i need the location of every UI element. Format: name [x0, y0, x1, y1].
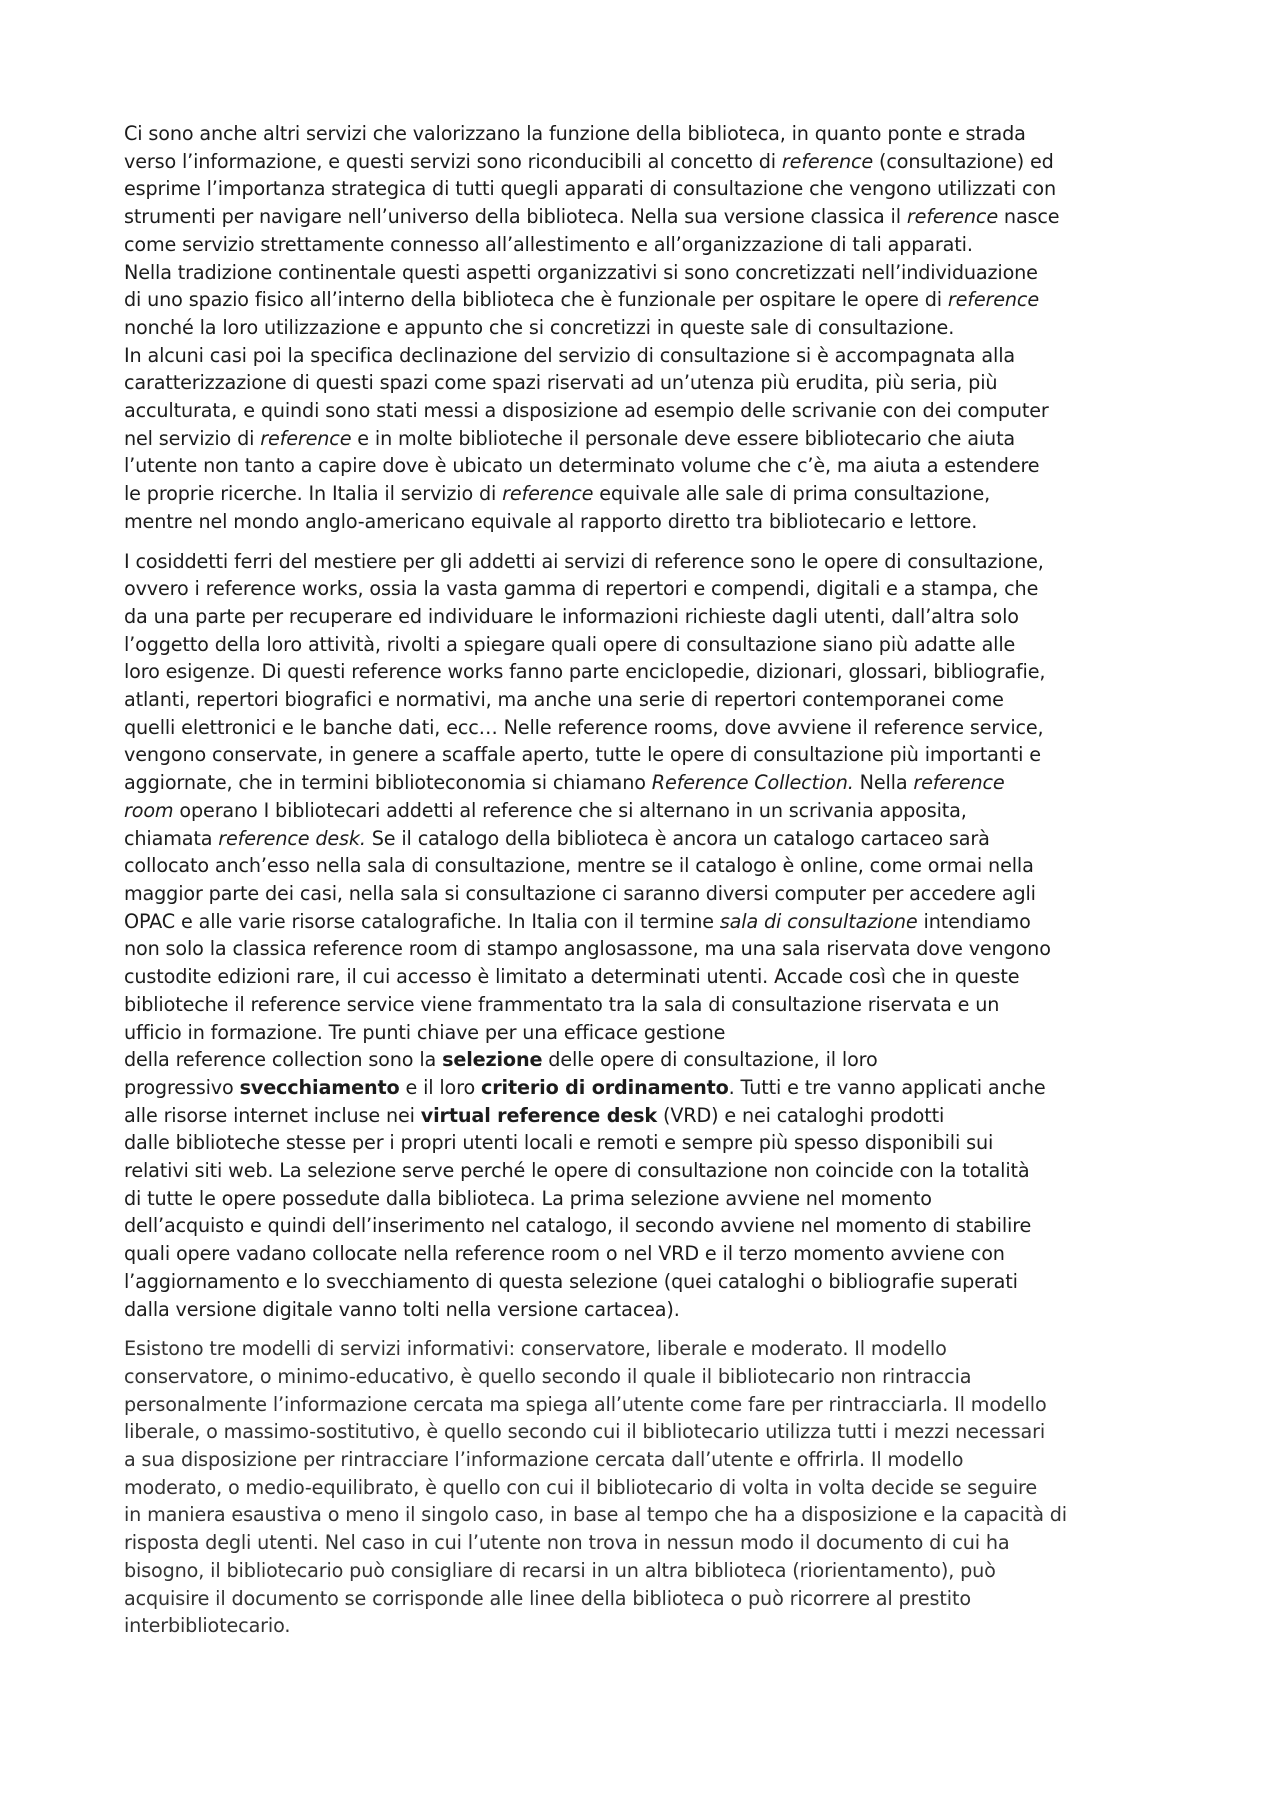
text-segment: relativi siti web. La selezione serve perché le opere di consultazione non coincide con la totalità	[124, 1159, 1030, 1183]
text-segment: di tutte le opere possedute dalla biblioteca. La prima selezione avviene nel momento	[124, 1186, 932, 1210]
text-line	[124, 1268, 1164, 1296]
text-segment: custodite edizioni rare, il cui accesso è limitato a determinati utenti. Accade così che in queste	[124, 965, 1020, 989]
text-line	[124, 1612, 1164, 1640]
text-segment: alle risorse internet incluse nei	[124, 1103, 421, 1127]
text-line	[124, 603, 1164, 631]
text-segment: di uno spazio fisico all’interno della biblioteca che è funzionale per ospitare le opere di	[124, 288, 948, 312]
text-segment: in maniera esaustiva o meno il singolo caso, in base al tempo che ha a disposizione e la capacità di	[124, 1503, 1067, 1527]
text-line	[124, 480, 1164, 508]
text-segment: nel servizio di	[124, 426, 261, 450]
text-line	[124, 1474, 1164, 1502]
text-segment: biblioteche il reference service viene frammentato tra la sala di consultazione riservata e un	[124, 992, 1000, 1016]
text-segment: operano I bibliotecari addetti al reference che si alternano in un scrivania apposita,	[173, 798, 967, 822]
text-segment: quali opere vadano collocate nella reference room o nel VRD e il terzo momento avviene con	[124, 1242, 1005, 1266]
text-line	[124, 797, 1164, 825]
text-line	[124, 397, 1164, 425]
italic-text: reference	[260, 426, 352, 450]
text-segment: liberale, o massimo-sostitutivo, è quello secondo cui il bibliotecario utilizza tutti i mezzi necessari	[124, 1420, 1046, 1444]
text-line	[124, 1074, 1164, 1102]
text-line	[124, 852, 1164, 880]
text-segment: progressivo	[124, 1075, 240, 1099]
text-segment: bisogno, il bibliotecario può consigliare di recarsi in un altra biblioteca (riorientamento), può	[124, 1558, 996, 1582]
paragraph-service-models	[124, 1335, 1164, 1640]
text-segment: della reference collection sono la	[124, 1048, 443, 1072]
text-segment: strumenti per navigare nell’universo della biblioteca. Nella sua versione classica il	[124, 205, 907, 229]
italic-text: reference	[502, 482, 594, 506]
text-segment: le proprie ricerche. In Italia il servizio di	[124, 482, 503, 506]
text-line	[124, 963, 1164, 991]
text-line	[124, 231, 1164, 259]
text-line	[124, 369, 1164, 397]
text-line	[124, 686, 1164, 714]
text-segment: delle opere di consultazione, il loro	[542, 1048, 878, 1072]
text-line	[124, 175, 1164, 203]
text-segment: e il loro	[399, 1075, 482, 1099]
italic-text: reference desk.	[218, 826, 366, 850]
italic-text: reference	[913, 771, 1005, 795]
text-line	[124, 1046, 1164, 1074]
text-line	[124, 658, 1164, 686]
italic-text: sala di consultazione	[719, 909, 918, 933]
text-line	[124, 286, 1164, 314]
text-line	[124, 1585, 1164, 1613]
text-line	[124, 508, 1164, 536]
text-line	[124, 203, 1164, 231]
text-line	[124, 1418, 1164, 1446]
text-segment: Nella	[853, 771, 914, 795]
text-segment: loro esigenze. Di questi reference works fanno parte enciclopedie, dizionari, glossari, bibliografie,	[124, 660, 1046, 684]
text-line	[124, 1363, 1164, 1391]
text-segment: non solo la classica reference room di stampo anglosassone, ma una sala riservata dove vengono	[124, 937, 1051, 961]
text-line	[124, 314, 1164, 342]
text-line	[124, 1212, 1164, 1240]
text-line	[124, 548, 1164, 576]
text-segment: Nella tradizione continentale questi aspetti organizzativi si sono concretizzati nell’individuazione	[124, 260, 1038, 284]
italic-text: reference	[781, 149, 874, 173]
text-line	[124, 1335, 1164, 1363]
text-segment: maggior parte dei casi, nella sala si consultazione ci saranno diversi computer per accedere agli	[124, 881, 1036, 905]
text-line	[124, 148, 1164, 176]
text-line	[124, 1240, 1164, 1268]
text-segment: Esistono tre modelli di servizi informativi: conservatore, liberale e moderato. Il modello	[124, 1337, 947, 1361]
text-segment: personalmente l’informazione cercata ma spiega all’utente come fare per rintracciarla. Il modello	[124, 1392, 1047, 1416]
text-line	[124, 741, 1164, 769]
text-line	[124, 1529, 1164, 1557]
text-segment: OPAC e alle varie risorse catalografiche. In Italia con il termine	[124, 909, 720, 933]
text-segment: dell’acquisto e quindi dell’inserimento nel catalogo, il secondo avviene nel momento di stabilire	[124, 1214, 1032, 1238]
paragraph-reference-service	[124, 120, 1164, 536]
text-segment: acquisire il documento se corrisponde alle linee della biblioteca o può ricorrere al prestito	[124, 1586, 971, 1610]
text-segment: verso l’informazione, e questi servizi sono riconducibili al concetto di	[124, 149, 782, 173]
text-segment: In alcuni casi poi la specifica declinazione del servizio di consultazione si è accompagnata alla	[124, 343, 1015, 367]
text-line	[124, 575, 1164, 603]
text-segment: atlanti, repertori biografici e normativi, ma anche una serie di repertori contemporanei come	[124, 688, 1004, 712]
italic-text: Reference Collection.	[651, 771, 854, 795]
text-segment: Ci sono anche altri servizi che valorizzano la funzione della biblioteca, in quanto ponte e strada	[124, 122, 1026, 145]
text-segment: caratterizzazione di questi spazi come spazi riservati ad un’utenza più erudita, più seria, più	[124, 371, 998, 395]
italic-text: reference	[947, 288, 1039, 312]
text-line	[124, 1557, 1164, 1585]
text-segment: ovvero i reference works, ossia la vasta gamma di repertori e compendi, digitali e a stampa, che	[124, 577, 1039, 601]
text-line	[124, 342, 1164, 370]
text-line	[124, 1129, 1164, 1157]
text-line	[124, 1019, 1164, 1047]
text-segment: esprime l’importanza strategica di tutti quegli apparati di consultazione che vengono utilizzati con	[124, 177, 1057, 201]
document-page	[124, 120, 1164, 1652]
text-line	[124, 1102, 1164, 1130]
text-segment: conservatore, o minimo-educativo, è quello secondo il quale il bibliotecario non rintraccia	[124, 1364, 972, 1388]
text-line	[124, 1296, 1164, 1324]
text-line	[124, 452, 1164, 480]
text-segment: Se il catalogo della biblioteca è ancora un catalogo cartaceo sarà	[365, 826, 990, 850]
text-line	[124, 1185, 1164, 1213]
text-segment: equivale alle sale di prima consultazione,	[593, 482, 991, 506]
text-segment: l’oggetto della loro attività, rivolti a spiegare quali opere di consultazione siano più adatte alle	[124, 632, 1016, 656]
bold-text: criterio di ordinamento	[481, 1075, 729, 1099]
text-line	[124, 935, 1164, 963]
text-segment: I cosiddetti ferri del mestiere per gli addetti ai servizi di reference sono le opere di consultazione,	[124, 549, 1044, 573]
text-line	[124, 1446, 1164, 1474]
text-segment: collocato anch’esso nella sala di consultazione, mentre se il catalogo è online, come ormai nella	[124, 854, 1034, 878]
text-line	[124, 120, 1164, 148]
text-segment: l’utente non tanto a capire dove è ubicato un determinato volume che c’è, ma aiuta a estendere	[124, 454, 1040, 478]
text-segment: chiamata	[124, 826, 219, 850]
text-line	[124, 1501, 1164, 1529]
text-segment: ufficio in formazione. Tre punti chiave per una efficace gestione	[124, 1020, 726, 1044]
text-segment: a sua disposizione per rintracciare l’informazione cercata dall’utente e offrirla. Il modello	[124, 1448, 964, 1472]
text-segment: come servizio strettamente connesso all’allestimento e all’organizzazione di tali apparati.	[124, 232, 973, 256]
text-segment: dalla versione digitale vanno tolti nella versione cartacea).	[124, 1297, 680, 1321]
bold-text: selezione	[442, 1048, 543, 1072]
italic-text: room	[124, 798, 174, 822]
text-segment: nasce	[997, 205, 1060, 229]
text-line	[124, 908, 1164, 936]
text-segment: vengono conservate, in genere a scaffale aperto, tutte le opere di consultazione più importanti e	[124, 743, 1041, 767]
text-line	[124, 991, 1164, 1019]
text-line	[124, 259, 1164, 287]
text-segment: dalle biblioteche stesse per i propri utenti locali e remoti e sempre più spesso disponibili sui	[124, 1131, 994, 1155]
text-segment: (VRD) e nei cataloghi prodotti	[657, 1103, 945, 1127]
text-segment: intendiamo	[917, 909, 1031, 933]
text-segment: (consultazione) ed	[873, 149, 1054, 173]
text-segment: l’aggiornamento e lo svecchiamento di questa selezione (quei cataloghi o bibliografie superati	[124, 1269, 1018, 1293]
text-segment: da una parte per recuperare ed individuare le informazioni richieste dagli utenti, dall’altra solo	[124, 604, 1019, 628]
text-line	[124, 714, 1164, 742]
text-segment: moderato, o medio-equilibrato, è quello con cui il bibliotecario di volta in volta decide se seguire	[124, 1475, 1037, 1499]
bold-text: svecchiamento	[239, 1075, 400, 1099]
text-segment: interbibliotecario.	[124, 1614, 291, 1638]
paragraph-reference-works	[124, 548, 1164, 1324]
text-segment: e in molte biblioteche il personale deve essere bibliotecario che aiuta	[351, 426, 1016, 450]
text-segment: aggiornate, che in termini biblioteconomia si chiamano	[124, 771, 652, 795]
text-line	[124, 1391, 1164, 1419]
text-line	[124, 825, 1164, 853]
text-segment: risposta degli utenti. Nel caso in cui l’utente non trova in nessun modo il documento di cui ha	[124, 1531, 1010, 1555]
text-segment: . Tutti e tre vanno applicati anche	[728, 1075, 1046, 1099]
text-segment: nonché la loro utilizzazione e appunto che si concretizzi in queste sale di consultazione.	[124, 315, 955, 339]
text-line	[124, 880, 1164, 908]
text-line	[124, 769, 1164, 797]
text-line	[124, 425, 1164, 453]
italic-text: reference	[906, 205, 998, 229]
text-segment: quelli elettronici e le banche dati, ecc… Nelle reference rooms, dove avviene il reference service,	[124, 715, 1044, 739]
text-line	[124, 1157, 1164, 1185]
bold-text: virtual reference desk	[420, 1103, 658, 1127]
text-segment: mentre nel mondo anglo-americano equivale al rapporto diretto tra bibliotecario e lettore.	[124, 509, 978, 533]
text-line	[124, 631, 1164, 659]
text-segment: acculturata, e quindi sono stati messi a disposizione ad esempio delle scrivanie con dei computer	[124, 399, 1049, 423]
